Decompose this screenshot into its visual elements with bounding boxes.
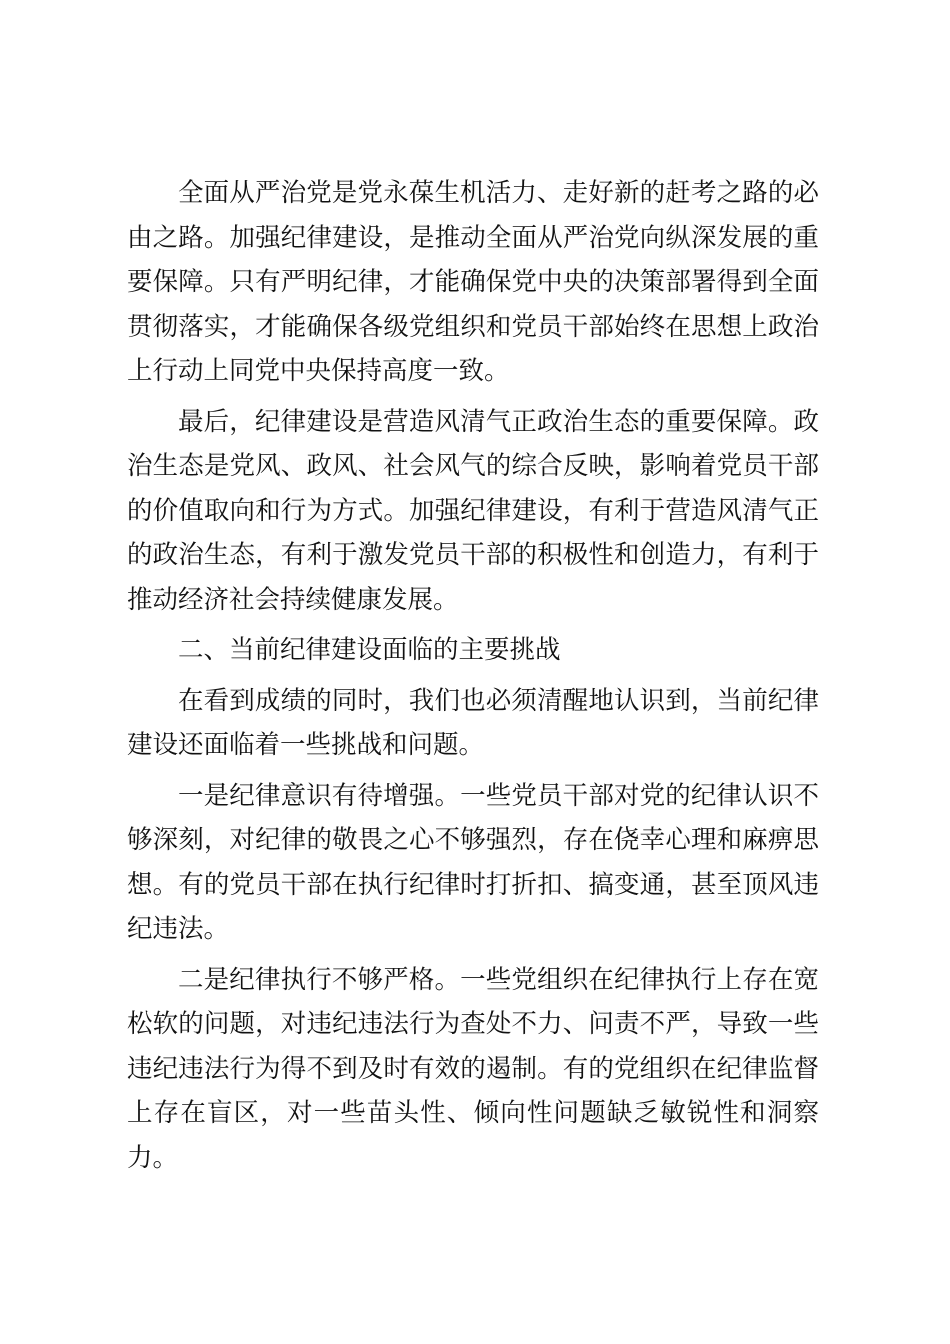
paragraph-discipline-awareness: 一是纪律意识有待增强。一些党员干部对党的纪律认识不够深刻，对纪律的敬畏之心不够强烈，存在侥幸心理和麻痹思想。有的党员干部在执行纪律时打折扣、搞变通，甚至顶风违纪违法。 (127, 780, 819, 944)
paragraph-challenges-intro: 在看到成绩的同时，我们也必须清醒地认识到，当前纪律建设还面临着一些挑战和问题。 (127, 685, 819, 760)
section-heading: 二、当前纪律建设面临的主要挑战 (178, 635, 561, 665)
paragraph-political-ecology: 最后，纪律建设是营造风清气正政治生态的重要保障。政治生态是党风、政风、社会风气的综合反映，影响着党员干部的价值取向和行为方式。加强纪律建设，有利于营造风清气正的政治生态，有利于激发党员干部的积极性和创造力，有利于推动经济社会持续健康发展。 (127, 406, 819, 615)
paragraph-party-governance: 全面从严治党是党永葆生机活力、走好新的赶考之路的必由之路。加强纪律建设，是推动全面从严治党向纵深发展的重要保障。只有严明纪律，才能确保党中央的决策部署得到全面贯彻落实，才能确保各级党组织和党员干部始终在思想上政治上行动上同党中央保持高度一致。 (127, 178, 819, 386)
document-body (127, 171, 819, 1186)
paragraph-discipline-enforcement: 二是纪律执行不够严格。一些党组织在纪律执行上存在宽松软的问题，对违纪违法行为查处不力、问责不严，导致一些违纪违法行为得不到及时有效的遏制。有的党组织在纪律监督上存在盲区，对一些苗头性、倾向性问题缺乏敏锐性和洞察力。 (127, 964, 819, 1173)
